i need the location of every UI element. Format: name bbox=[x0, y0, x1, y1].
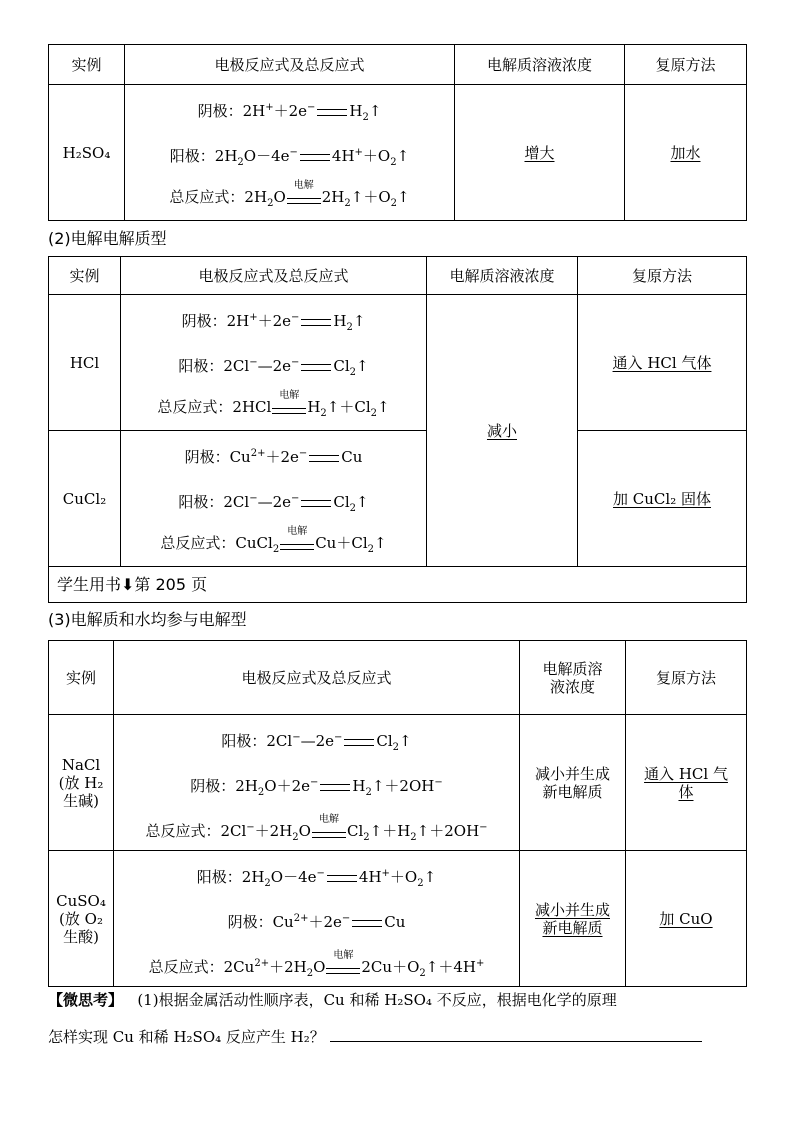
header-example: 实例 bbox=[49, 641, 114, 715]
reaction-cell bbox=[121, 431, 427, 567]
example-cell: NaCl (放 H₂ 生碱) bbox=[49, 715, 114, 851]
restore-cell: 加水 bbox=[625, 85, 747, 221]
restore-cell: 加 CuO bbox=[626, 851, 747, 987]
reaction-cell bbox=[121, 295, 427, 431]
section-heading-3: (3)电解质和水均参与电解型 bbox=[48, 610, 247, 629]
anode-equation: 阳极：2Cl−—2e− $Cl_2↑$ bbox=[178, 357, 369, 378]
total-equation: 总反应式：2HCl 电解 $H_2↑+Cl_2↑$ bbox=[157, 390, 390, 419]
header-reaction: 电极反应式及总反应式 bbox=[121, 257, 427, 295]
reaction-cell bbox=[114, 715, 520, 851]
header-reaction: 电极反应式及总反应式 bbox=[125, 45, 455, 85]
header-concentration: 电解质溶液浓度 bbox=[427, 257, 578, 295]
total-equation: 总反应式：$2Cu^{2+}+2H_2O$ 电解 $2Cu+O_2↑+4H^+$ bbox=[148, 950, 485, 979]
section-heading-2: (2)电解电解质型 bbox=[48, 229, 167, 248]
header-restore: 复原方法 bbox=[578, 257, 747, 295]
cathode-equation: 阴极：$Cu^{2+}+2e^-$ Cu bbox=[184, 448, 363, 466]
example-cell: CuSO₄ (放 O₂ 生酸) bbox=[49, 851, 114, 987]
header-example: 实例 bbox=[49, 257, 121, 295]
think-tag: 【微思考】 bbox=[48, 991, 124, 1009]
think-text-1: (1)根据金属活动性顺序表，Cu 和稀 H₂SO₄ 不反应，根据电化学的原理 bbox=[137, 991, 617, 1009]
header-example: 实例 bbox=[49, 45, 125, 85]
cathode-equation: 阴极：2H+＋2e− $H_2↑$ bbox=[197, 102, 382, 123]
table-sulfuric-acid bbox=[48, 44, 747, 221]
anode-equation: 阳极：$2H_2O-4e^-$ $4H^++O_2↑$ bbox=[196, 868, 437, 889]
reaction-cell bbox=[125, 85, 455, 221]
restore-cell: 通入 HCl 气 体 bbox=[626, 715, 747, 851]
cathode-equation: 阴极：$Cu^{2+}+2e^-$ Cu bbox=[227, 913, 406, 931]
total-equation: 总反应式：CuCl$_2$ 电解 $Cu+Cl_2↑$ bbox=[160, 526, 387, 555]
think-text-2: 怎样实现 Cu 和稀 H₂SO₄ 反应产生 H₂？ bbox=[48, 1028, 325, 1046]
table-electrolyte-type bbox=[48, 256, 747, 603]
concentration-cell: 减小并生成 新电解质 bbox=[520, 715, 626, 851]
answer-blank[interactable] bbox=[330, 1025, 702, 1042]
header-restore: 复原方法 bbox=[626, 641, 747, 715]
concentration-cell: 减小并生成 新电解质 bbox=[520, 851, 626, 987]
think-question bbox=[48, 982, 748, 1056]
total-equation: 总反应式：$2H_2O$ 电解 $2H_2↑+O_2↑$ bbox=[169, 180, 410, 209]
page-reference: 学生用书⬇第 205 页 bbox=[49, 567, 747, 603]
example-cell: H₂SO₄ bbox=[49, 85, 125, 221]
cathode-equation: 阴极：2H+＋2e− $H_2↑$ bbox=[181, 312, 366, 333]
header-concentration: 电解质溶液浓度 bbox=[455, 45, 625, 85]
anode-equation: 阳极：2Cl−—2e− $Cl_2↑$ bbox=[178, 493, 369, 514]
cathode-equation: 阴极：$2H_2O+2e^-$ $H_2↑+2OH^-$ bbox=[190, 777, 443, 798]
header-concentration: 电解质溶 液浓度 bbox=[520, 641, 626, 715]
restore-cell: 通入 HCl 气体 bbox=[578, 295, 747, 431]
concentration-cell: 减小 bbox=[427, 295, 578, 567]
total-equation: 总反应式：$2Cl^-+2H_2O$ 电解 $Cl_2↑+H_2↑+2OH^-$ bbox=[145, 814, 488, 843]
header-reaction: 电极反应式及总反应式 bbox=[114, 641, 520, 715]
restore-cell: 加 CuCl₂ 固体 bbox=[578, 431, 747, 567]
anode-equation: 阳极：2Cl−—2e− $Cl_2↑$ bbox=[221, 732, 412, 753]
table-both-type bbox=[48, 640, 747, 987]
concentration-cell: 增大 bbox=[455, 85, 625, 221]
header-restore: 复原方法 bbox=[625, 45, 747, 85]
reaction-cell bbox=[114, 851, 520, 987]
anode-equation: 阳极：$2H_2O-4e^-$ $4H^++O_2↑$ bbox=[169, 147, 410, 168]
example-cell: HCl bbox=[49, 295, 121, 431]
example-cell: CuCl₂ bbox=[49, 431, 121, 567]
